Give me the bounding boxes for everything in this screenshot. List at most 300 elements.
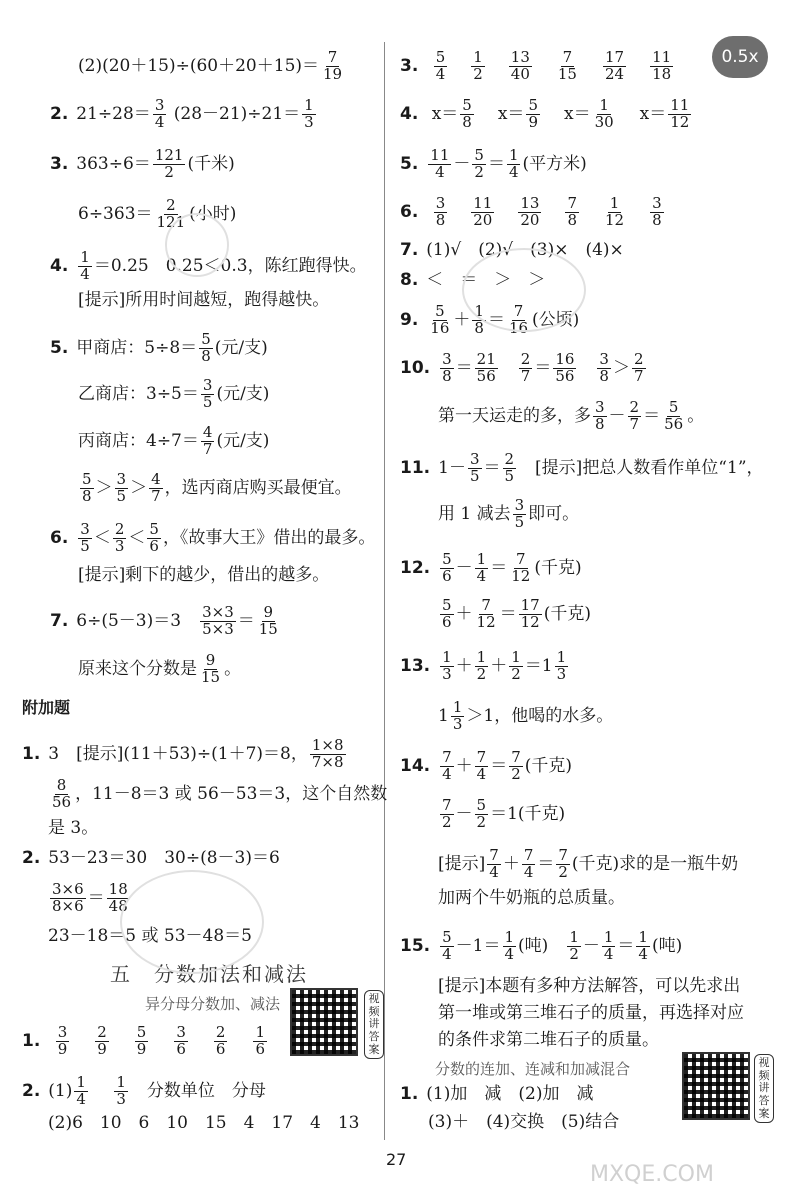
numerator: 17: [520, 596, 540, 614]
numerator: 5: [474, 146, 484, 164]
numerator: 2: [114, 520, 125, 538]
denominator: 4: [489, 862, 499, 881]
answer-s1: [22, 1025, 291, 1058]
answer-5d: [78, 472, 352, 505]
fraction: [632, 352, 646, 385]
extra-2: [22, 850, 280, 867]
denominator: 7: [633, 366, 644, 385]
numerator: 7: [511, 748, 521, 766]
text: 6÷(5－3)＝3: [76, 610, 199, 631]
fraction: [475, 798, 489, 831]
operator: ＝: [643, 405, 661, 426]
denominator: 3: [116, 1089, 126, 1108]
text: 1: [438, 705, 449, 726]
numerator: 7: [481, 596, 491, 614]
answer-r15: [400, 930, 682, 963]
numerator: 2: [633, 350, 644, 368]
fraction-item: [563, 194, 581, 229]
text: ，选丙商店购买最便宜。: [164, 477, 352, 498]
answer-7: [50, 605, 282, 638]
denominator: 4: [603, 944, 614, 963]
hint-4: [78, 292, 329, 309]
operator: －: [455, 557, 473, 578]
fraction: [475, 552, 489, 585]
denominator: 4: [154, 112, 165, 131]
item-number: 2.: [22, 848, 41, 868]
section-subtitle: 异分母分数加、减法: [145, 995, 281, 1013]
denominator: 3: [304, 112, 314, 131]
text: ，《故事大王》借出的最多。: [162, 527, 376, 548]
fraction: [650, 196, 664, 229]
variable: x＝: [639, 103, 667, 124]
numerator: 1: [304, 96, 314, 114]
denominator: 24: [604, 64, 625, 83]
extra-2b: [48, 882, 132, 915]
answer-5b: [78, 378, 269, 411]
operator: ＝: [487, 309, 505, 330]
extra-1: [22, 738, 348, 771]
numerator: 1: [569, 928, 579, 946]
operator: ＝: [499, 603, 517, 624]
text: 把总人数看作单位“1”，: [582, 457, 764, 478]
item-number: 2.: [50, 103, 69, 124]
operator: －: [455, 803, 473, 824]
denominator: 40: [510, 64, 530, 83]
text: ＞1，他喝的水多。: [466, 705, 614, 726]
operator: －: [453, 153, 471, 174]
numerator: 7: [513, 302, 524, 320]
item-number: 5.: [400, 153, 419, 174]
numerator: 1: [599, 96, 609, 114]
numerator: 3: [599, 350, 609, 368]
fraction: [553, 352, 576, 385]
fraction: [603, 196, 626, 229]
hint-tag: [提示]: [78, 565, 126, 585]
denominator: 4: [442, 764, 452, 783]
answer-s2b: (2)6 10 6 10 15 4 17 4 13: [48, 1113, 360, 1133]
fraction: [597, 352, 611, 385]
answer-r11: [400, 452, 764, 485]
fraction: [135, 1025, 149, 1058]
text: ＜ ＝ ＞ ＞: [426, 270, 546, 290]
fraction: [565, 196, 579, 229]
fraction: [56, 1025, 70, 1058]
numerator: 1: [508, 146, 519, 164]
denominator: 4: [476, 566, 487, 585]
denominator: 8: [595, 414, 605, 433]
answer-r14b: [438, 798, 565, 831]
numerator: 7: [523, 846, 534, 864]
fraction: [434, 196, 448, 229]
numerator: 7: [442, 796, 452, 814]
fraction: [509, 650, 523, 683]
denominator: 2: [476, 812, 487, 831]
denominator: 4: [476, 764, 487, 783]
fraction: [440, 798, 454, 831]
numerator: 7: [562, 48, 573, 66]
fraction-item: [639, 96, 694, 131]
fraction: [428, 304, 451, 337]
fraction: [440, 650, 454, 683]
fraction: [556, 848, 570, 881]
fraction-item: [93, 1023, 111, 1058]
item-number: 5.: [50, 337, 69, 358]
item-number: 13.: [400, 655, 431, 676]
fraction: [440, 352, 454, 385]
numerator: 5: [442, 596, 452, 614]
fraction: [602, 930, 616, 963]
answer-5c: [78, 425, 269, 458]
qr-code[interactable]: [290, 988, 358, 1056]
answer-2: [50, 98, 318, 131]
denominator: 12: [476, 612, 496, 631]
numerator: 5: [149, 520, 159, 538]
denominator: 8: [201, 346, 211, 365]
fraction-item: [432, 194, 450, 229]
text: 即可。: [528, 503, 580, 524]
numerator: 3: [652, 194, 662, 212]
numerator: 1: [476, 550, 487, 568]
denominator: 8: [599, 366, 609, 385]
fraction-list: [54, 1023, 291, 1058]
denominator: 12: [511, 566, 531, 585]
fraction: [50, 882, 86, 915]
text: ＝0.25 0.25＜0.3，陈红跑得快。: [93, 255, 367, 276]
numerator: 2: [504, 450, 515, 468]
column-divider: [384, 42, 385, 1140]
denominator: 5: [504, 466, 515, 485]
fraction: [475, 352, 498, 385]
fraction: [556, 50, 579, 83]
answer-r12: [400, 552, 582, 585]
fraction: [451, 700, 465, 733]
numerator: 5: [528, 96, 538, 114]
denominator: 121: [156, 212, 186, 231]
text: ，11－8＝3 或 56－53＝3，这个自然数: [75, 783, 388, 804]
unit: (吨): [518, 935, 549, 956]
fraction: [513, 498, 527, 531]
numerator: 5: [442, 550, 452, 568]
unit: (小时): [189, 203, 237, 224]
section-subtitle-2: 分数的连加、连减和加减混合: [435, 1060, 631, 1078]
fraction-item: [601, 194, 628, 229]
fraction: [321, 50, 344, 83]
item-number: 4.: [50, 255, 69, 276]
text: 第一天运走的多，多: [438, 405, 591, 426]
variable: x＝: [431, 103, 459, 124]
operator: ＞: [612, 357, 630, 378]
text: 6÷363＝: [78, 203, 153, 224]
text: 甲商店：5÷8＝: [76, 337, 198, 358]
denominator: 8: [474, 318, 484, 337]
denominator: 56: [555, 366, 575, 385]
fraction: [78, 250, 92, 283]
numerator: 1: [116, 1073, 126, 1091]
denominator: 56: [664, 414, 684, 433]
stamp-watermark: [120, 870, 264, 974]
numerator: 1×8: [311, 736, 344, 754]
fraction: [522, 848, 536, 881]
operator: ＋: [455, 655, 473, 676]
fraction: [460, 98, 474, 131]
denominator: 7: [520, 366, 531, 385]
video-answer-label[interactable]: 视频讲答案: [364, 990, 384, 1059]
answer-r4: [400, 98, 715, 131]
fraction-item: [431, 96, 476, 131]
denominator: 16: [430, 318, 450, 337]
denominator: 18: [652, 64, 672, 83]
fraction: [668, 98, 691, 131]
answer-m1: [400, 1086, 593, 1103]
denominator: 2: [511, 664, 521, 683]
hint-tag: [提示]: [76, 743, 124, 764]
numerator: 1: [638, 928, 648, 946]
variable: x＝: [497, 103, 525, 124]
fraction: [472, 148, 486, 181]
hint-r15b: 第一堆或第三堆石子的质量，再选择对应: [438, 1003, 744, 1023]
denominator: 5: [469, 466, 480, 485]
answer-r12b: [438, 598, 591, 631]
numerator: 5: [442, 928, 452, 946]
fraction-item: [172, 1023, 190, 1058]
text: 剩下的越少，借出的越多。: [125, 565, 330, 585]
numerator: 1: [255, 1023, 265, 1041]
extra-1c: 是 3。: [48, 818, 99, 838]
denominator: 2: [569, 944, 579, 963]
answer-r6: [400, 196, 686, 229]
numerator: 3×3: [202, 603, 234, 621]
text: (2)(20＋15)÷(60＋20＋15)＝: [78, 55, 320, 76]
operator: ＝: [455, 357, 473, 378]
numerator: 7: [327, 48, 338, 66]
denominator: 8×6: [52, 896, 84, 915]
fraction-item: [469, 194, 496, 229]
denominator: 15: [201, 667, 221, 686]
unit: (千克): [543, 603, 591, 624]
fraction: [468, 452, 482, 485]
denominator: 3: [452, 714, 463, 733]
numerator: 5: [668, 398, 679, 416]
operator: ＝: [237, 610, 255, 631]
fraction: [199, 332, 213, 365]
hint-r15: [438, 978, 740, 995]
fraction-item: [497, 96, 542, 131]
denominator: 7: [629, 414, 640, 433]
unit: (元/支): [216, 383, 270, 404]
fraction: [434, 50, 448, 83]
fraction: [509, 552, 532, 585]
numerator: 1: [504, 928, 515, 946]
fraction: [310, 738, 346, 771]
extra-2c: 23－18＝5 或 53－48＝5: [48, 926, 252, 946]
denominator: 56: [476, 366, 496, 385]
fraction: [114, 1075, 128, 1108]
operator: ＝: [490, 755, 508, 776]
denominator: 5: [80, 536, 90, 555]
denominator: 2: [473, 64, 483, 83]
fraction: [153, 98, 167, 131]
denominator: 15: [258, 619, 278, 638]
item-number: 10.: [400, 357, 431, 378]
text: 363÷6＝: [76, 153, 151, 174]
numerator: 2: [215, 1023, 226, 1041]
fraction: [201, 378, 215, 411]
numerator: 18: [108, 880, 128, 898]
fraction-item: [133, 1023, 151, 1058]
denominator: 8: [435, 210, 446, 229]
variable: x＝: [563, 103, 591, 124]
text: (1): [48, 1080, 73, 1101]
text: (11＋53)÷(1＋7)＝8，: [123, 743, 308, 764]
numerator: 13: [510, 48, 530, 66]
numerator: 3: [57, 1023, 68, 1041]
page-number: 27: [386, 1150, 407, 1169]
denominator: 5: [202, 392, 213, 411]
denominator: 9: [136, 1039, 147, 1058]
denominator: 2: [474, 162, 484, 181]
numerator: 7: [442, 748, 452, 766]
denominator: 4: [435, 64, 446, 83]
numerator: 4: [151, 470, 161, 488]
denominator: 48: [108, 896, 128, 915]
operator: ＝: [617, 935, 635, 956]
numerator: 7: [558, 846, 568, 864]
numerator: 3: [469, 450, 480, 468]
item-number: 1.: [22, 1030, 41, 1051]
numerator: 5: [476, 796, 487, 814]
numerator: 3: [116, 470, 127, 488]
fraction: [519, 352, 533, 385]
numerator: 3: [202, 376, 213, 394]
denominator: 6: [255, 1039, 265, 1058]
denominator: 9: [528, 112, 538, 131]
operator: ＋: [490, 655, 508, 676]
item-number: 6.: [400, 201, 419, 222]
fraction: [662, 400, 685, 433]
fraction: [503, 452, 517, 485]
hint-tag: [提示]: [438, 853, 486, 874]
text: 乙商店：3÷5＝: [78, 383, 199, 404]
text: 。: [224, 658, 242, 679]
numerator: 2: [97, 1023, 107, 1041]
answer-5: [50, 332, 268, 365]
fraction-item: [212, 1023, 230, 1058]
denominator: 20: [473, 210, 493, 229]
denominator: 8: [462, 112, 472, 131]
unit: (千克): [524, 755, 573, 776]
denominator: 2: [511, 764, 521, 783]
answer-r5: [400, 148, 587, 181]
answer-7b: [78, 653, 241, 686]
numerator: 7: [515, 550, 526, 568]
fraction-item: [554, 48, 581, 83]
fraction-list: [432, 194, 686, 229]
numerator: 5: [136, 1023, 147, 1041]
speed-badge-label: 0.5x: [721, 47, 759, 67]
fraction-item: [507, 48, 534, 83]
denominator: 2: [558, 862, 568, 881]
fraction: [555, 650, 569, 683]
operator: ＝: [490, 557, 508, 578]
numerator: 11: [430, 146, 450, 164]
operator: ＋: [455, 755, 473, 776]
answer-line: [78, 50, 346, 83]
answer-r11b: [438, 498, 579, 531]
numerator: 13: [520, 194, 540, 212]
answer-3: [50, 148, 235, 181]
numerator: 1: [76, 1073, 86, 1091]
fraction: [302, 98, 316, 131]
fraction: [519, 598, 542, 631]
fraction-list: [432, 48, 695, 83]
numerator: 3: [176, 1023, 186, 1041]
denominator: 4: [638, 944, 648, 963]
denominator: 4: [508, 162, 519, 181]
fraction: [440, 750, 454, 783]
fraction: [214, 1025, 228, 1058]
denominator: 8: [442, 366, 452, 385]
fraction: [471, 50, 485, 83]
answer-r13b: [438, 700, 613, 733]
numerator: 2: [629, 398, 640, 416]
fraction-item: [54, 1023, 72, 1058]
fraction: [440, 598, 454, 631]
denominator: 12: [604, 210, 625, 229]
fraction: [471, 196, 494, 229]
operator: －: [608, 405, 626, 426]
hint-r14b: 加两个牛奶瓶的总质量。: [438, 888, 625, 908]
unit: (元/支): [216, 430, 270, 451]
denominator: 4: [504, 944, 515, 963]
fraction: [149, 472, 163, 505]
extra-section-title: 附加题: [22, 698, 71, 717]
fraction: [147, 522, 161, 555]
numerator: 1: [473, 48, 483, 66]
fraction: [253, 1025, 267, 1058]
speed-badge[interactable]: [712, 36, 768, 78]
text: 丙商店：4÷7＝: [78, 430, 199, 451]
denominator: 19: [323, 64, 343, 83]
numerator: 5: [435, 48, 446, 66]
denominator: 7: [151, 486, 161, 505]
operator: ＋: [455, 603, 473, 624]
qr-code-2[interactable]: [682, 1052, 750, 1120]
fraction: [201, 425, 215, 458]
numerator: 2: [520, 350, 531, 368]
fraction: [593, 400, 607, 433]
numerator: 17: [604, 48, 625, 66]
fraction-item: [648, 194, 666, 229]
fraction: [526, 98, 540, 131]
fraction-item: [516, 194, 543, 229]
fraction: [74, 1075, 88, 1108]
video-answer-label-2[interactable]: 视频讲答案: [754, 1054, 774, 1123]
denominator: 5: [116, 486, 127, 505]
fraction: [628, 400, 642, 433]
numerator: 3: [80, 520, 90, 538]
operator: ＋: [502, 853, 520, 874]
text: 原来这个分数是: [78, 658, 197, 679]
fraction-item: [469, 48, 487, 83]
fraction: [475, 750, 489, 783]
fraction-item: [648, 48, 675, 83]
denominator: 6: [442, 566, 452, 585]
unit: (元/支): [214, 337, 268, 358]
denominator: 4: [523, 862, 534, 881]
denominator: 3: [114, 536, 125, 555]
item-number: 11.: [400, 457, 431, 478]
numerator: 1: [511, 648, 521, 666]
